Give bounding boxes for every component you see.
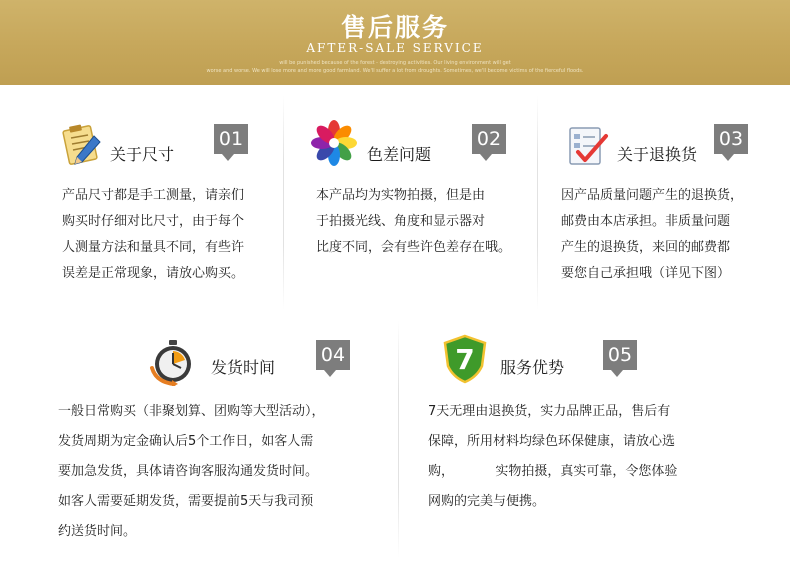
banner-fine-text-1: will be punished because of the forest - destroying activities. Our living environment will get: [279, 60, 511, 66]
banner-fine-text-2: worse and worse. We will lose more and more good farmland. We'll suffer a lot from droughts. Sometimes, we'll become victims of the fierceful floods.: [206, 68, 584, 74]
banner-title: 售后服务: [340, 13, 449, 42]
description-line: 网购的完美与便携。: [428, 494, 546, 509]
section-description: [62, 183, 244, 287]
seven-shield-digit: 7: [455, 343, 475, 376]
description-line: 购， 实物拍摄，真实可靠，令您体验: [428, 464, 678, 479]
section-title: [617, 142, 697, 165]
section-description: [58, 397, 325, 547]
description-line: 产生的退换货，来回的邮费都: [561, 240, 731, 255]
section-title: [367, 142, 431, 165]
clipboard-pencil-icon: [58, 122, 104, 172]
description-line: 发货周期为定金确认后5个工作日，如客人需: [58, 434, 314, 449]
description-line: 7天无理由退换货，实力品牌正品，售后有: [428, 404, 671, 419]
description-line: 一般日常购买（非聚划算、团购等大型活动），: [58, 404, 325, 419]
section-number-badge: 01: [214, 124, 248, 154]
description-line: 因产品质量问题产生的退换货，: [561, 188, 744, 203]
section-title: [110, 142, 174, 165]
section-number-badge: 05: [603, 340, 637, 370]
section-title-text: 发货时间: [211, 358, 276, 377]
description-line: 约送货时间。: [58, 524, 137, 539]
section-title-text: 色差问题: [367, 145, 432, 164]
description-line: 于拍摄光线、角度和显示器对: [316, 214, 486, 229]
section-title: [500, 355, 564, 378]
section-number-badge: 02: [472, 124, 506, 154]
description-line: 比度不同，会有些许色差存在哦。: [316, 240, 512, 255]
description-line: 本产品均为实物拍摄，但是由: [316, 188, 486, 203]
description-line: 人测量方法和量具不同，有些许: [62, 240, 245, 255]
description-line: 购买时仔细对比尺寸，由于每个: [62, 214, 245, 229]
section-title: [211, 355, 275, 378]
divider: [537, 95, 538, 310]
section-description: [428, 397, 677, 517]
section-description: [561, 183, 743, 287]
description-line: 产品尺寸都是手工测量，请亲们: [62, 188, 245, 203]
section-title-text: 关于尺寸: [110, 145, 175, 164]
section-title-text: 关于退换货: [617, 145, 698, 164]
description-line: 误差是正常现象，请放心购买。: [62, 266, 245, 281]
section-description: [316, 183, 511, 261]
banner-subtitle: AFTER-SALE SERVICE: [306, 41, 484, 55]
description-line: 要您自己承担哦（详见下图）: [561, 266, 731, 281]
color-wheel-icon: [311, 120, 357, 170]
section-number-badge: 03: [714, 124, 748, 154]
seven-shield-icon: [442, 334, 488, 388]
description-line: 如客人需要延期发货，需要提前5天与我司预: [58, 494, 314, 509]
section-title-text: 服务优势: [500, 358, 565, 377]
divider: [283, 95, 284, 310]
description-line: 要加急发货，具体请咨询客服沟通发货时间。: [58, 464, 319, 479]
banner: [0, 0, 790, 85]
divider: [398, 320, 399, 558]
description-line: 邮费由本店承担。非质量问题: [561, 214, 731, 229]
checklist-icon: [564, 122, 610, 172]
stopwatch-icon: [148, 338, 198, 390]
description-line: 保障，所用材料均绿色环保健康，请放心选: [428, 434, 676, 449]
section-number-badge: 04: [316, 340, 350, 370]
